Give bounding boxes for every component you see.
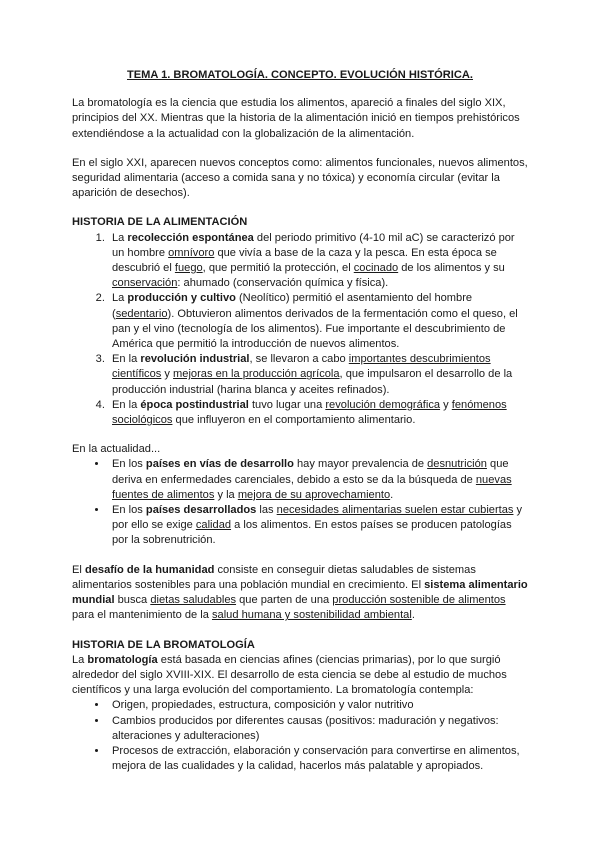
bromatologia-paragraph: La bromatología está basada en ciencias afines (ciencias primarias), por lo que surgió alrededor del siglo XVIII-XIX. El desarrollo de esta ciencia se debe al estudio de muchos científicos y una larga evolución del comportamiento. La bromatología contempla: [72, 653, 507, 697]
list-item: 1. La recolección espontánea del periodo primitivo (4-10 mil aC) se caracterizó por un hombre omnívoro que vivía a base de la caza y la pesca. En esta época se descubrió el fuego, que permitió la protección, el cocinado de los alimentos y su conservación: ahumado (conservación química y física). [108, 231, 528, 292]
alimentacion-list [72, 231, 528, 429]
heading-historia-bromatologia: HISTORIA DE LA BROMATOLOGÍA [72, 638, 255, 651]
list-item: 4. En la época postindustrial tuvo lugar una revolución demográfica y fenómenos sociológicos que influyeron en el comportamiento alimentario. [108, 398, 528, 428]
document-title: TEMA 1. BROMATOLOGÍA. CONCEPTO. EVOLUCIÓN HISTÓRICA. [127, 69, 473, 81]
actualidad-lead: En la actualidad... [72, 443, 161, 456]
intro-paragraph-1: La bromatología es la ciencia que estudia los alimentos, apareció a finales del siglo XIX, principios del XX. Mientras que la historia de la alimentación inició en tiempos prehistóricos extendiéndose a la actualidad con la globalización de la alimentación. [72, 97, 520, 140]
list-item: 3. En la revolución industrial, se llevaron a cabo importantes descubrimientos científicos y mejoras en la producción agrícola, que impulsaron el desarrollo de la producción industrial (harina blanca y aceites refinados). [108, 352, 528, 398]
actualidad-list [72, 457, 528, 548]
document-page [72, 68, 528, 774]
list-item: • Procesos de extracción, elaboración y conservación para convertirse en alimentos, mejora de las cualidades y la calidad, hacerlos más palatable y apropiados. [108, 744, 528, 774]
list-item: • En los países desarrollados las necesidades alimentarias suelen estar cubiertas y por ello se exige calidad a los alimentos. En estos países se producen patologías por la sobrenutrición. [108, 503, 528, 549]
list-item: • En los países en vías de desarrollo hay mayor prevalencia de desnutrición que deriva en enfermedades carenciales, debido a esto se da la búsqueda de nuevas fuentes de alimentos y la mejora de su aprovechamiento. [108, 457, 528, 503]
list-item: • Origen, propiedades, estructura, composición y valor nutritivo [108, 698, 528, 713]
intro-paragraph-2: En el siglo XXI, aparecen nuevos conceptos como: alimentos funcionales, nuevos alimentos, seguridad alimentaria (acceso a comida sana y no tóxica) y economía circular (evitar la aparición de desechos). [72, 156, 528, 200]
desafio-paragraph: El desafío de la humanidad consiste en conseguir dietas saludables de sistemas alimentarios sostenibles para una población mundial en crecimiento. El sistema alimentario mundial busca dietas saludables que parten de una producción sostenible de alimentos para el mantenimiento de la salud humana y sostenibilidad ambiental. [72, 563, 528, 622]
list-item: 2. La producción y cultivo (Neolítico) permitió el asentamiento del hombre (sedentario). Obtuvieron alimentos derivados de la fermentación como el queso, el pan y el vino (tecnología de los alimentos). Fue importante el descubrimiento de América que permitió la introducción de nuevos alimentos. [108, 291, 528, 352]
bromatologia-list [72, 698, 528, 774]
heading-historia-alimentacion: HISTORIA DE LA ALIMENTACIÓN [72, 216, 248, 229]
list-item: • Cambios producidos por diferentes causas (positivos: maduración y negativos: alteraciones y adulteraciones) [108, 714, 528, 744]
